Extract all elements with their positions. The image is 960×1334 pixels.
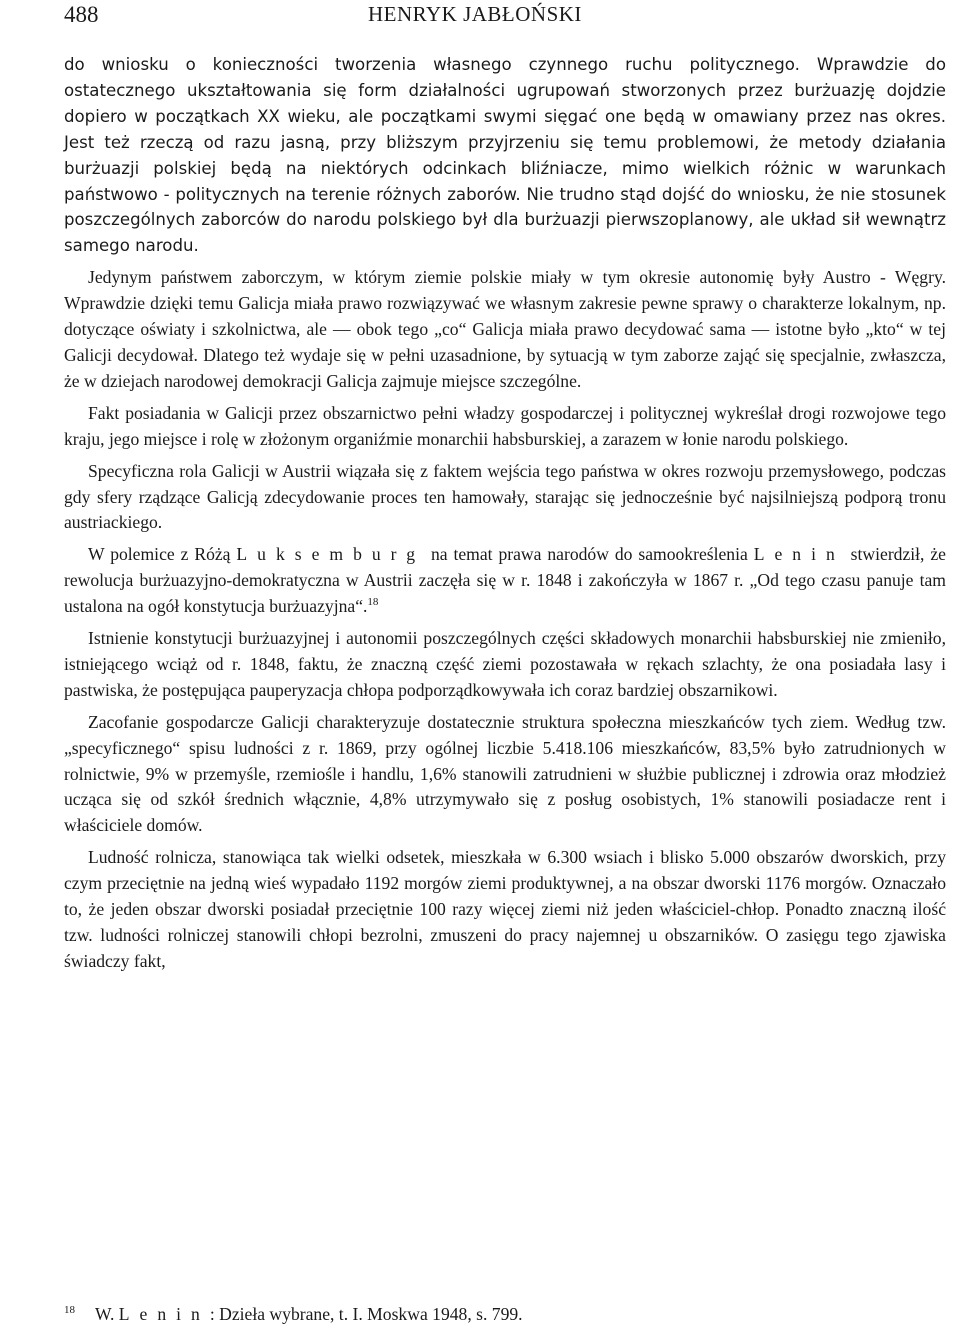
paragraph-5-text-middle: na temat prawa narodów do samookreślenia <box>425 544 754 565</box>
paragraph-7: Zacofanie gospodarcze Galicji charakteryzuje dostatecznie struktura społeczna mieszkańców tych ziem. Według tzw. „specyficznego“ spisu ludności z r. 1869, przy ogólnej liczbie 5.418.106 mieszkańców, 83,5% było zatrudnionych w rolnictwie, 9% w przemyśle, rzemiośle i handlu, 1,6% stanowili zatrudnieni w służbie publicznej i zdrowia oraz młodzież ucząca się od szkół średnich włącznie, 4,8% utrzymywało się z posług osobistych, 1% stanowili posiadacze rent i właściciele domów. <box>64 711 946 836</box>
paragraph-8: Ludność rolnicza, stanowiąca tak wielki odsetek, mieszkała w 6.300 wsiach i blisko 5.000 obszarów dworskich, przy czym przeciętnie na jedną wieś wypadało 1192 morgów ziemi produktywnej, a na obszar dworski 1176 morgów. Oznaczało to, że jeden obszar dworski posiadał przeciętnie 100 razy więcej ziemi niż jeden właściciel-chłop. Ponadto znaczną ilość tzw. ludności rolniczej stanowili chłopi bezrolni, zmuszeni do pracy najemnej u obszarników. O zasięgu tego zjawiska świadczy fakt, <box>64 847 946 971</box>
paragraph-3: Fakt posiadania w Galicji przez obszarnictwo pełni władzy gospodarczej i politycznej wykreślał drogi rozwojowe tego kraju, jego miejsce i rolę w złożonym organiźmie monarchii habsburskiej, a zarazem w łonie narodu polskiego. <box>64 402 946 449</box>
spaced-name-lenin: Lenin <box>753 544 845 565</box>
footnote-reference[interactable]: 18 <box>367 596 379 609</box>
footnote-author: Lenin <box>118 1304 210 1324</box>
page-number: 488 <box>64 2 99 27</box>
footnote <box>64 1302 946 1326</box>
paragraph-5-text-before: W polemice z Różą <box>88 544 237 565</box>
running-head: HENRYK JABŁOŃSKI <box>368 2 582 26</box>
paragraph-1: do wniosku o konieczności tworzenia własnego czynnego ruchu politycznego. Wprawdzie do ostatecznego ukształtowania się form działalności ugrupowań stworzonych przez burżuazję dojdzie dopiero w początkach XX wieku, ale początkami swymi sięgać one będą w omawiany przez nas okres. Jest też rzeczą od razu jasną, przy bliższym przyjrzeniu się temu problemowi, że metody działania burżuazji polskiej będą na niektórych odcinkach bliźniacze, mimo wielkich różnic w warunkach państwowo - politycznych na terenie różnych zaborów. Nie trudno stąd dojść do wniosku, że nie stosunek poszczególnych zaborców do narodu polskiego był dla burżuazji pierwszoplanowy, ale układ sił wewnątrz samego narodu. <box>64 55 946 256</box>
paragraph-2: Jedynym państwem zaborczym, w którym ziemie polskie miały w tym okresie autonomię były Austro - Węgry. Wprawdzie dzięki temu Galicja miała prawo rozwiązywać we własnym zakresie pewne sprawy o charakterze lokalnym, np. dotyczące oświaty i szkolnictwa, ale — obok tego „co“ Galicja miała prawo decydować sama — istotne było „kto“ w tej Galicji decydował. Dlatego też wydaje się w pełni uzasadnione, by sytuacją w tym zaborze zająć się specjalnie, zwłaszcza, że w dziejach narodowej demokracji Galicja zajmuje miejsce szczególne. <box>64 267 946 391</box>
spaced-name-luksemburg: Luksemburg <box>236 544 426 565</box>
footnote-author-prefix: W. <box>95 1304 119 1324</box>
paragraph-5-text-after: stwierdził, że rewolucja burżuazyjno-demokratyczna w Austrii zaczęła się w r. 1848 i zakończyła w 1867 r. „Od tego czasu panuje tam ustalona na ogół konstytucja burżuazyjna“. <box>64 544 946 617</box>
footnote-text: : Dzieła wybrane, t. I. Moskwa 1948, s. 799. <box>209 1304 523 1324</box>
page-header <box>64 2 946 38</box>
paragraph-5 <box>64 542 946 620</box>
footnote-number: 18 <box>64 1304 75 1317</box>
paragraph-4: Specyficzna rola Galicji w Austrii wiązała się z faktem wejścia tego państwa w okres rozwoju przemysłowego, podczas gdy sfery rządzące Galicją zdecydowanie proces ten hamowały, starając się jednocześnie być najsilniejszą podporą tronu austriackiego. <box>64 460 946 533</box>
body-text <box>64 52 946 975</box>
paragraph-6: Istnienie konstytucji burżuazyjnej i autonomii poszczególnych części składowych monarchii habsburskiej nie zmieniło, istniejącego wciąż od r. 1848, faktu, że znaczną część ziemi pozostawała w rękach szlachty, że ona posiadała lasy i pastwiska, że postępująca pauperyzacja chłopa podporządkowywała ich coraz bardziej obszarnikowi. <box>64 628 946 700</box>
